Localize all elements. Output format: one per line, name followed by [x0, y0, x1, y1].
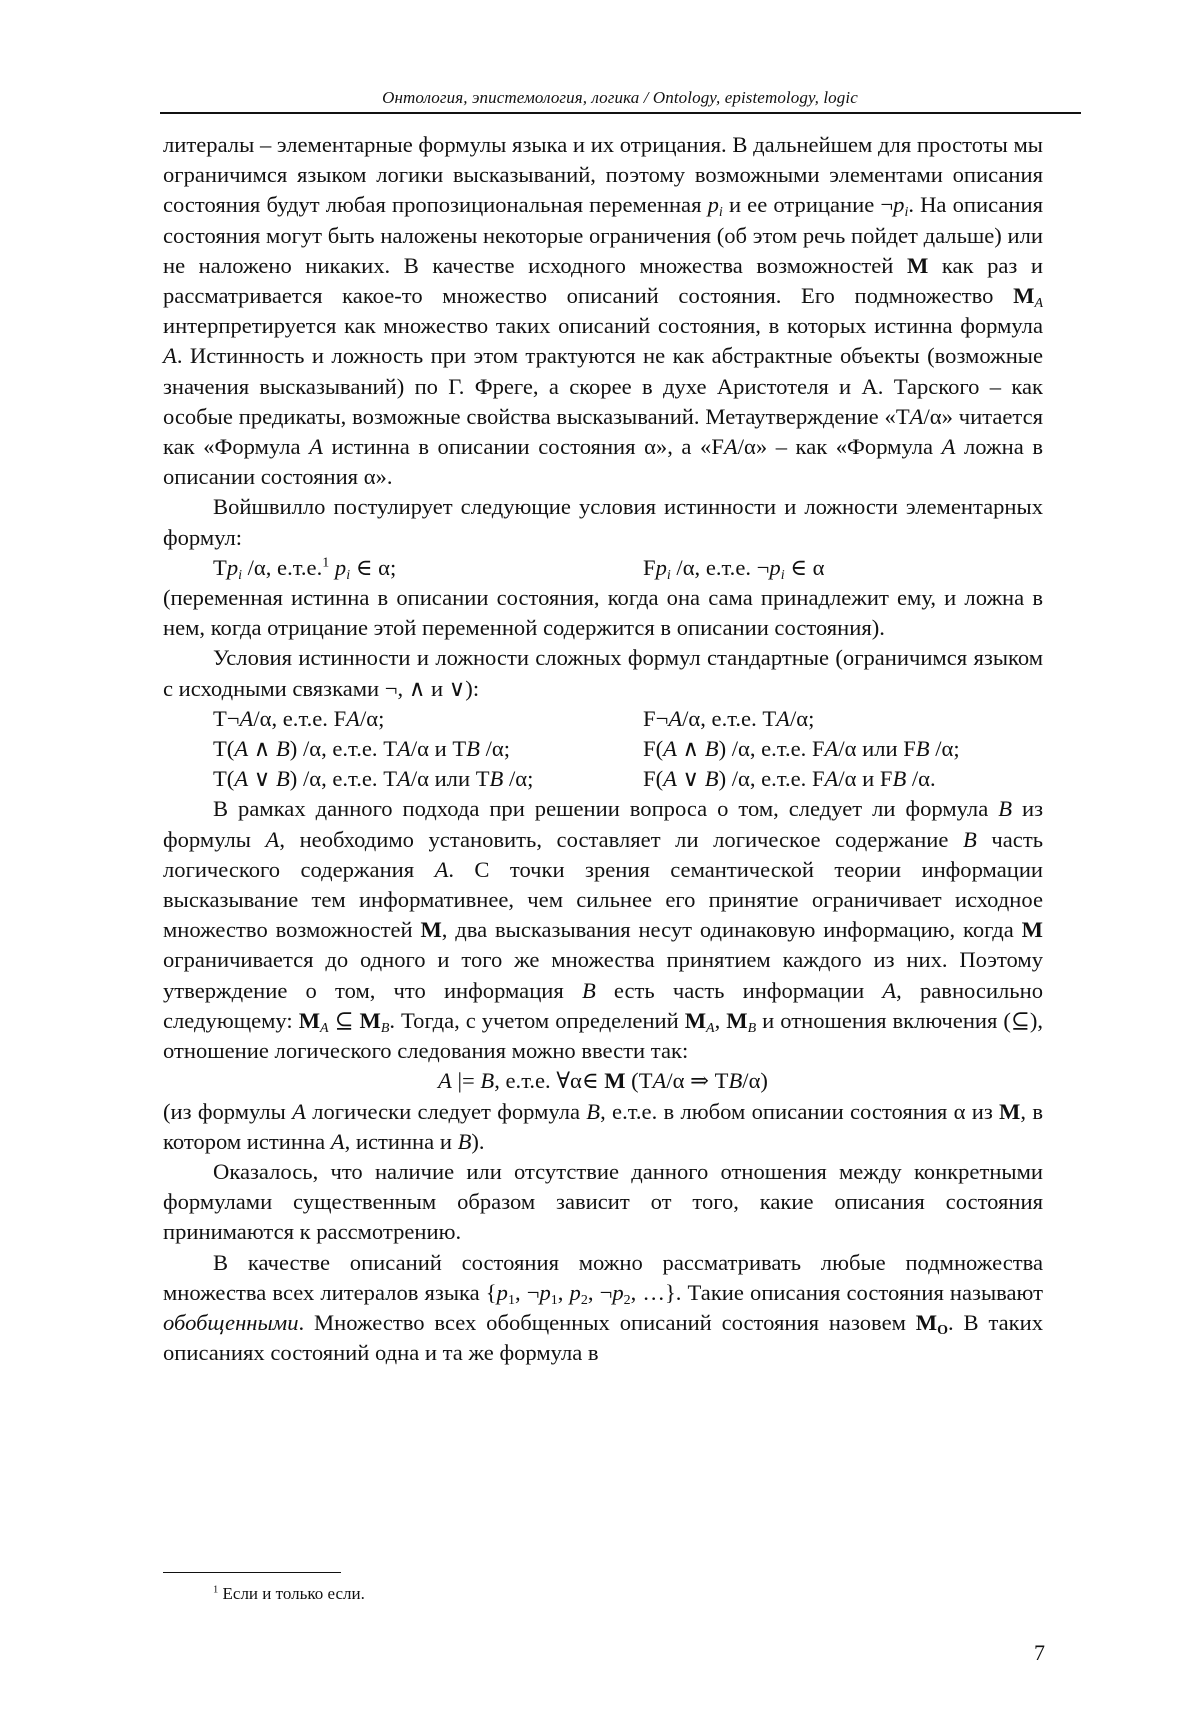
formula-true-elementary: $Тp_i$ /α, е.т.е.$^1$ $p_i$ ∈ α;: [213, 554, 397, 583]
paragraph-consequence-explanation: (из формулы A логически следует формула B, е.т.е. в любом описании состояния α из M, в котором истинна A, истинна и B).: [163, 1098, 1043, 1154]
formula-true-disjunction: Т(A ∨ B) /α, е.т.е. ТA/α или ТB /α;: [213, 766, 534, 792]
paragraph-relation-dependence: Оказалось, что наличие или отсутствие данного отношения между конкретными формулами существенным образом зависит от того, какие описания состояния принимаются к рассмотрению.: [163, 1158, 1043, 1245]
header-rule: [160, 112, 1081, 114]
paragraph-complex-conditions: Условия истинности и ложности сложных формул стандартные (ограничимся языком с исходными связками ¬, ∧ и ∨):: [163, 645, 1043, 701]
formula-true-conjunction: Т(A ∧ B) /α, е.т.е. ТA/α и ТB /α;: [213, 736, 510, 762]
footnote: $^1$ Если и только если.: [213, 1584, 365, 1603]
formula-row-disjunction: [163, 764, 1043, 794]
formula-logical-consequence: A |= B, е.т.е. ∀α∈ M (ТA/α ⇒ ТB/α): [438, 1068, 768, 1094]
paragraph-state-description: литералы – элементарные формулы языка и их отрицания. В дальнейшем для простоты мы ограничимся языком логики высказываний, поэтому возможными элементами описания состояния будут любая пропозициональная переменная $p_i$ и ее отрицание $\neg p_i$. На описания состояния могут быть наложены некоторые ограничения (об этом речь пойдет дальше) или не наложено никаких. В качестве исходного множества возможностей M как раз и рассматривается какое-то множество описаний состояния. Его подмножество $M_A$ интерпретируется как множество таких описаний состояния, в которых истинна формула A. Истинность и ложность при этом трактуются не как абстрактные объекты (возможные значения высказываний) по Г. Фреге, а скорее в духе Аристотеля и А. Тарского – как особые предикаты, возможные свойства высказываний. Метаутверждение «ТA/α» читается как «Формула A истинна в описании состояния α», а «FA/α» – как «Формула A ложна в описании состояния α».: [163, 132, 1043, 490]
formula-true-negation: Т¬A/α, е.т.е. FA/α;: [213, 705, 385, 731]
footnote-rule: [163, 1572, 341, 1573]
formula-false-elementary: $Fp_i$ /α, е.т.е. $\neg p_i$ ∈ α: [643, 554, 825, 583]
formula-row-conjunction: [163, 734, 1043, 764]
formula-false-negation: F¬A/α, е.т.е. ТA/α;: [643, 705, 815, 731]
paragraph-variable-explanation: (переменная истинна в описании состояния, когда она сама принадлежит ему, и ложна в нем, когда отрицание этой переменной содержится в описании состояния).: [163, 585, 1043, 641]
paragraph-elementary-conditions: Войшвилло постулирует следующие условия истинности и ложности элементарных формул:: [163, 494, 1043, 550]
formula-row-elementary: [163, 553, 1043, 583]
running-header: Онтология, эпистемология, логика / Ontology, epistemology, logic: [382, 88, 858, 107]
page-number: 7: [1034, 1640, 1045, 1665]
paragraph-semantic-information: В рамках данного подхода при решении вопроса о том, следует ли формула B из формулы A, необходимо установить, составляет ли логическое содержание B часть логического содержания A. С точки зрения семантической теории информации высказывание тем информативнее, чем сильнее его принятие ограничивает исходное множество возможностей M, два высказывания несут одинаковую информацию, когда M ограничивается до одного и того же множества принятием каждого из них. Поэтому утверждение о том, что информация B есть часть информации A, равносильно следующему: $M_A$ ⊆ $M_B$. Тогда, с учетом определений $M_A$, $M_B$ и отношения включения (⊆), отношение логического следования можно ввести так:: [163, 796, 1044, 1064]
paragraph-generalized-descriptions: В качестве описаний состояния можно рассматривать любые подмножества множества всех литералов языка {$p_1$, $\neg p_1$, $p_2$, $\neg p_2$, …}. Такие описания состояния называют обобщенными. Множество всех обобщенных описаний состояния назовем $M_O$. В таких описаниях состояний одна и та же формула в: [163, 1249, 1044, 1366]
main-text: [163, 130, 1043, 1368]
formula-false-conjunction: F(A ∧ B) /α, е.т.е. FA/α или FB /α;: [643, 736, 960, 762]
footnote-marker: 1: [322, 555, 330, 571]
formula-row-negation: [163, 704, 1043, 734]
formula-false-disjunction: F(A ∨ B) /α, е.т.е. FA/α и FB /α.: [643, 766, 936, 792]
